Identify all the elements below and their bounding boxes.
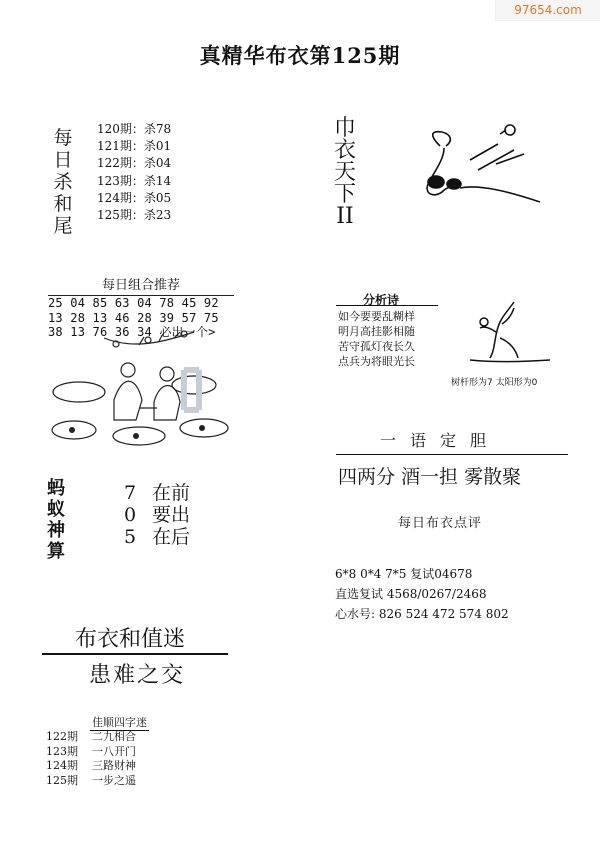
list-item: 121期：杀01 [97,139,172,154]
yiyu-text: 四两分 酒一担 雾散聚 [338,466,522,488]
illustration-figures-image [44,330,244,450]
daily-comment-title: 每日布衣点评 [398,516,483,531]
vertical-poem-char: II [336,204,354,229]
vertical-poem-char: 衣 [333,138,356,163]
ant-row [124,522,190,549]
issue-number: 123期 [46,744,78,758]
ant-number: 7 [124,482,137,504]
daily-kill-label-char: 和 [53,193,73,215]
analysis-title: 分析诗 [363,293,400,307]
poem-line: 苦守孤灯夜长久 [338,340,415,353]
riddle-text: 一步之遥 [92,773,136,787]
list-item [46,774,136,789]
list-item: 122期：杀04 [97,156,172,171]
site-watermark[interactable]: 97654.com [495,0,600,21]
list-item [46,759,136,774]
ant-text: 要出 [152,504,191,526]
issue-number: 122期 [46,730,78,743]
daily-kill-list [97,121,171,224]
riddle-text: 一八开门 [92,744,136,758]
divider [336,454,568,455]
comment-line: 直选复试 4568/0267/2468 [335,587,487,601]
sketch-image [400,118,550,208]
issue-number: 124期 [46,759,78,772]
analysis-poem [338,309,415,369]
poem-line: 点兵为将眼光长 [338,355,415,368]
ant-calc-label-char: 蚁 [47,499,65,520]
poem-line: 如今要要乱糊样 [338,310,415,323]
divider [336,305,438,306]
riddle-text: 二九相合 [92,730,136,743]
yiyu-title: 一语定胆 [380,431,501,450]
comment-line: 心水号: 826 524 472 574 802 [335,607,509,621]
riddle-text: 三路财神 [92,759,136,772]
poem-line: 明月高挂影相随 [338,325,415,338]
list-item: 123期：杀14 [97,173,172,188]
list-item: 120期：杀78 [97,122,172,136]
vertical-poem-char: 巾 [333,116,356,141]
ant-calc-label [47,478,69,562]
ant-text: 在前 [152,482,191,504]
combo-row: 38 13 76 36 34 必出一个> [48,325,216,339]
combo-row: 25 04 85 63 04 78 45 92 [48,296,219,310]
combo-title: 每日组合推荐 [48,274,234,296]
daily-kill-label-char: 每 [53,127,73,149]
ant-number: 5 [124,526,137,548]
ant-number: 0 [124,504,137,526]
daily-kill-label-char: 杀 [53,171,73,193]
daily-kill-label-char: 尾 [53,215,73,237]
issue-number: 125期 [46,773,78,787]
four-char-title: 佳顺四字迷 [92,716,147,729]
puzzle-title: 布衣和值迷 [75,627,186,652]
list-item: 125期：杀23 [97,208,172,223]
vertical-poem-char: 天 [333,160,356,185]
four-char-list [46,730,136,788]
daily-kill-label-char: 日 [53,149,73,171]
list-item [46,745,136,760]
list-item [46,730,136,745]
combo-row: 13 28 13 46 28 39 57 75 [48,310,219,325]
ant-text: 在后 [152,526,191,548]
vertical-poem-char: 下 [333,182,356,207]
daily-comment-lines [335,564,509,624]
comment-line: 6*8 0*4 7*5 复试04678 [335,567,473,581]
ant-calc-label-char: 算 [47,541,65,562]
daily-kill-label [50,127,76,237]
ant-calc-label-char: 神 [47,520,65,541]
divider [42,653,228,655]
tree-sun-sketch-image [466,298,556,368]
list-item: 124期：杀05 [97,190,172,205]
vertical-poem [332,118,358,228]
puzzle-answer: 患难之交 [89,663,186,688]
ant-calc-label-char: 蚂 [47,478,65,499]
page-title: 真精华布衣第125期 [199,43,401,68]
analysis-hint: 树杆形为7 太阳形为0 [451,378,538,388]
